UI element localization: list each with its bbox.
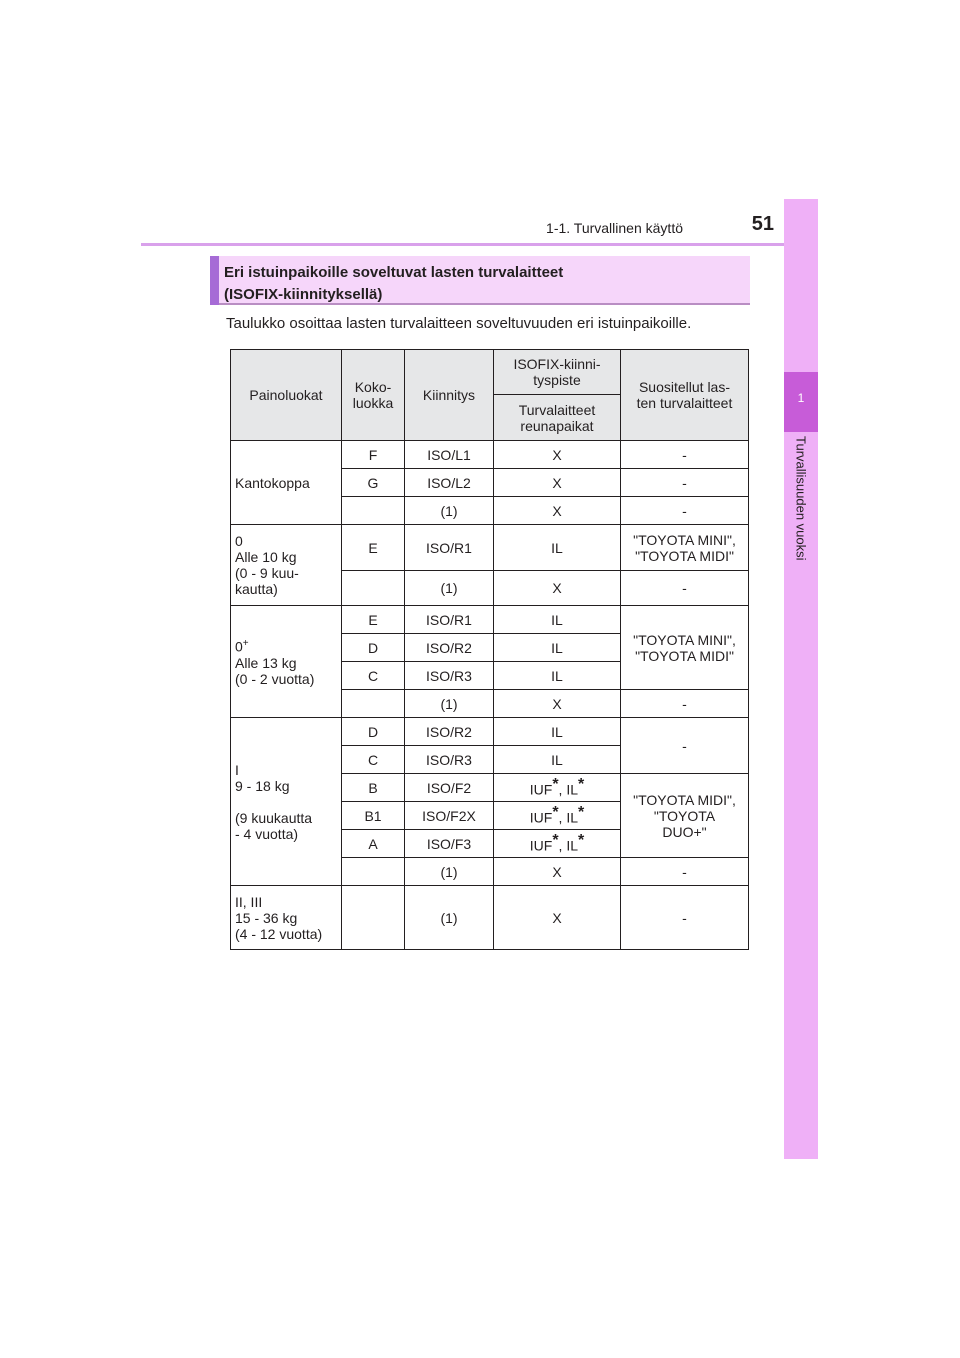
cell-recommended: - [621, 497, 749, 525]
cell-size: B1 [342, 802, 405, 830]
cell-recommended: - [621, 718, 749, 774]
cell-fixture: (1) [405, 571, 494, 606]
rec-mini-line1: "TOYOTA MINI", [633, 631, 736, 648]
cell-outer: X [494, 858, 621, 886]
cell-outer [494, 802, 621, 830]
cell-outer: X [494, 571, 621, 606]
cell-fixture: (1) [405, 690, 494, 718]
cell-fixture: (1) [405, 858, 494, 886]
group-1 [231, 718, 342, 886]
asterisk-mark: * [578, 804, 585, 822]
rec-mini-line1: "TOYOTA MINI", [633, 531, 736, 548]
group-0-line2: Alle 10 kg [235, 549, 297, 565]
group-1-line4: - 4 vuotta) [235, 825, 299, 842]
section-title-line1: Eri istuinpaikoille soveltuvat lasten turvalaitteet [224, 264, 564, 281]
cell-size [342, 571, 405, 606]
header-weight: Painoluokat [231, 350, 342, 441]
group-1-line2: 9 - 18 kg [235, 777, 290, 794]
section-heading-accent [210, 256, 219, 305]
intro-text: Taulukko osoittaa lasten turvalaitteen soveltuvuuden eri istuinpaikoille. [226, 315, 692, 332]
header-recommended-line2: ten turvalaitteet [636, 395, 733, 411]
group-1-line1: I [235, 761, 239, 778]
group-0-line1: 0 [235, 533, 243, 549]
cell-outer: IL [494, 606, 621, 634]
side-tab-label: Turvallisuuden vuoksi [793, 436, 809, 561]
cell-size [342, 886, 405, 950]
cell-size: B [342, 774, 405, 802]
cell-fixture: ISO/L1 [405, 441, 494, 469]
cell-size: G [342, 469, 405, 497]
asterisk-mark: * [578, 776, 585, 794]
cell-recommended: - [621, 469, 749, 497]
cell-fixture: ISO/R1 [405, 606, 494, 634]
il-text: , IL [558, 781, 579, 798]
cell-outer [494, 774, 621, 802]
cell-fixture: ISO/L2 [405, 469, 494, 497]
asterisk-mark: * [552, 832, 559, 850]
cell-recommended: - [621, 858, 749, 886]
group-2-3 [231, 886, 342, 950]
header-outer [494, 395, 621, 441]
group-23-line1: II, III [235, 893, 263, 910]
cell-size: D [342, 634, 405, 662]
group-1-line3: (9 kuukautta [235, 809, 313, 826]
cell-recommended: - [621, 571, 749, 606]
cell-fixture: ISO/R3 [405, 746, 494, 774]
header-size-line2: luokka [352, 395, 394, 411]
isofix-table [230, 349, 749, 950]
group-23-line3: (4 - 12 vuotta) [235, 925, 323, 942]
group-0p-sup: + [242, 638, 249, 650]
cell-size [342, 690, 405, 718]
section-title-line2: (ISOFIX-kiinnityksellä) [224, 286, 383, 303]
cell-outer: IL [494, 746, 621, 774]
cell-fixture: ISO/R2 [405, 634, 494, 662]
group-0 [231, 525, 342, 606]
iuf-text: IUF [529, 809, 553, 826]
header-isofix-line1: ISOFIX-kiinni- [513, 356, 601, 372]
iuf-text: IUF [529, 781, 553, 798]
rec-toyota-line2: "TOYOTA [653, 807, 716, 824]
il-text: , IL [558, 837, 579, 854]
asterisk-mark: * [578, 832, 585, 850]
cell-fixture: ISO/F2X [405, 802, 494, 830]
cell-outer: X [494, 497, 621, 525]
header-recommended [621, 350, 749, 441]
cell-outer: IL [494, 525, 621, 571]
side-tab-bar [784, 199, 818, 1159]
header-isofix [494, 350, 621, 395]
cell-recommended: - [621, 690, 749, 718]
cell-outer: X [494, 690, 621, 718]
chapter-title: 1-1. Turvallinen käyttö [546, 220, 683, 236]
rec-midi-line2: "TOYOTA MIDI" [635, 547, 734, 564]
cell-recommended [621, 774, 749, 858]
cell-size: C [342, 746, 405, 774]
header-outer-line1: Turvalaitteet [518, 401, 596, 418]
cell-size: A [342, 830, 405, 858]
group-0p-line2: Alle 13 kg [235, 654, 297, 671]
cell-fixture: (1) [405, 886, 494, 950]
header-recommended-line1: Suositellut las- [638, 379, 731, 395]
cell-outer [494, 830, 621, 858]
header-size-line1: Koko- [354, 379, 392, 395]
group-23-line2: 15 - 36 kg [235, 909, 298, 926]
cell-size: E [342, 606, 405, 634]
rec-midi-line1: "TOYOTA MIDI", [633, 791, 736, 808]
header-isofix-line2: tyspiste [533, 372, 581, 388]
cell-fixture: (1) [405, 497, 494, 525]
cell-recommended: - [621, 886, 749, 950]
group-0-line3: (0 - 9 kuu- [235, 565, 299, 581]
cell-size [342, 858, 405, 886]
cell-fixture: ISO/R1 [405, 525, 494, 571]
cell-size [342, 497, 405, 525]
section-title [224, 262, 744, 306]
cell-recommended [621, 525, 749, 571]
cell-outer: IL [494, 662, 621, 690]
group-0-line4: kautta) [235, 581, 278, 597]
cell-fixture: ISO/R2 [405, 718, 494, 746]
rec-midi-line2: "TOYOTA MIDI" [635, 647, 734, 664]
side-tab-number: 1 [797, 391, 805, 405]
header-fixture: Kiinnitys [405, 350, 494, 441]
header-rule [141, 243, 818, 246]
group-0-plus [231, 606, 342, 718]
cell-fixture: ISO/R3 [405, 662, 494, 690]
rec-duo-line3: DUO+" [662, 823, 707, 840]
cell-size: E [342, 525, 405, 571]
il-text: , IL [558, 809, 579, 826]
cell-outer: X [494, 469, 621, 497]
cell-outer: X [494, 886, 621, 950]
header-size [342, 350, 405, 441]
cell-fixture: ISO/F2 [405, 774, 494, 802]
asterisk-mark: * [552, 776, 559, 794]
group-0p-line3: (0 - 2 vuotta) [235, 670, 315, 687]
cell-outer: IL [494, 634, 621, 662]
header-outer-line2: reunapaikat [520, 417, 594, 434]
cell-fixture: ISO/F3 [405, 830, 494, 858]
group-0p-line1: 0 [235, 638, 243, 655]
cell-outer: IL [494, 718, 621, 746]
iuf-text: IUF [529, 837, 553, 854]
cell-size: C [342, 662, 405, 690]
cell-outer: X [494, 441, 621, 469]
cell-recommended: - [621, 441, 749, 469]
cell-size: D [342, 718, 405, 746]
group-kantokoppa: Kantokoppa [231, 441, 342, 525]
cell-size: F [342, 441, 405, 469]
asterisk-mark: * [552, 804, 559, 822]
cell-recommended [621, 606, 749, 690]
page-number: 51 [751, 213, 774, 235]
